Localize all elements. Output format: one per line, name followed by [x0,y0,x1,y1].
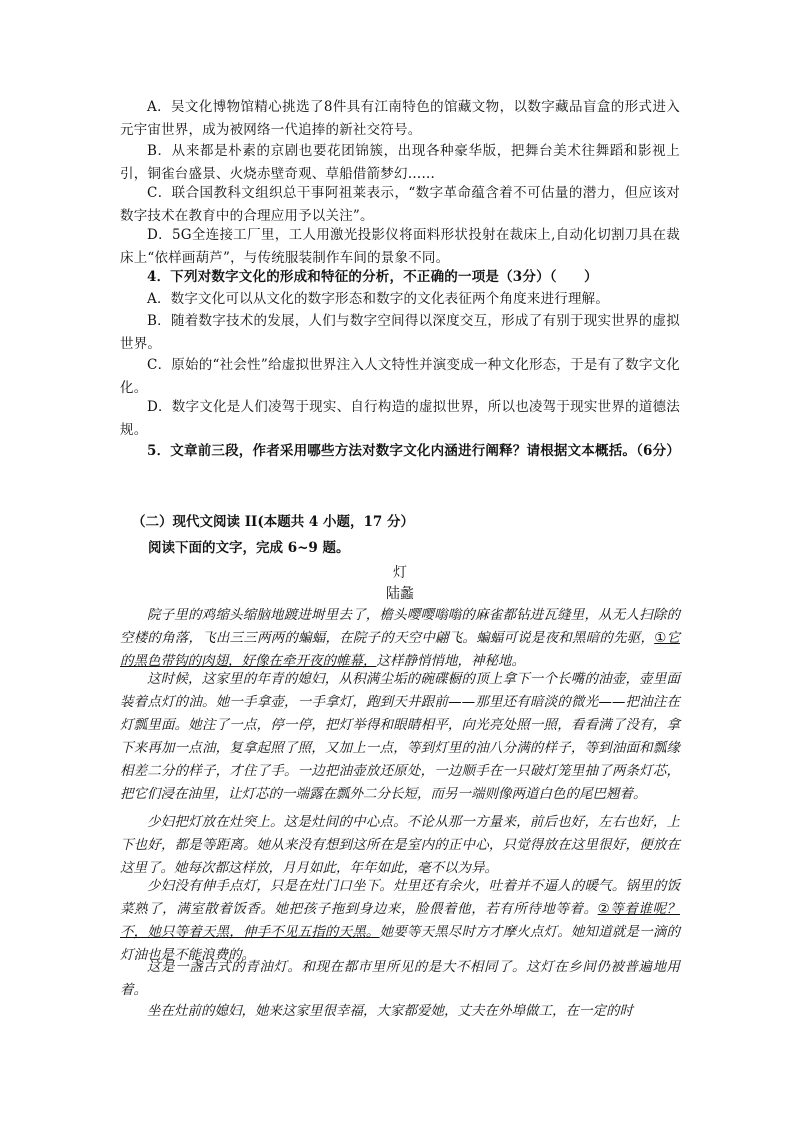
q3-option-a: A．吴文化博物馆精心挑选了8件具有江南特色的馆藏文物，以数字藏品盲盒的形式进入元宇宙世界，成为被网络一代追捧的新社交符号。 [120,99,680,138]
underlined-sentence-2: ②等着谁呢？不，她只等着天黑，伸手不见五指的天黑。 [120,901,681,940]
story-paragraph-2: 这时候，这家里的年青的媳妇，从积满尘垢的碗碟橱的顶上拿下一个长嘴的油壶，壶里面装着点灯的油。她一手拿壶，一手拿灯，跑到天井跟前——那里还有暗淡的微光——把油注在灯瓢里面。她注了一点，停一停，把灯举得和眼睛相平，向光亮处照一照，看看满了没有，拿下来再加一点油，复拿起照了照，又加上一点，等到灯里的油八分满的样子，等到油面和瓢缘相差二分的样子，才住了手。一边把油壶放还原处，一边顺手在一只破灯笼里抽了两条灯芯，把它们浸在油里，让灯芯的一端露在瓢外二分长短，而另一端则像两道白色的尾巴翘着。 [120,671,680,802]
q4-option-b: B．随着数字技术的发展，人们与数字空间得以深度交互，形成了有别于现实世界的虚拟世界。 [120,313,680,352]
q5-question: 5．文章前三段，作者采用哪些方法对数字文化内涵进行阐释？请根据文本概括。（6分） [147,443,681,459]
story-title: 灯 [393,565,407,581]
section-instruction: 阅读下面的文字，完成 6~9 题。 [148,540,350,556]
q3-option-d: D．5G全连接工厂里，工人用激光投影仪将面料形状投射在裁床上,自动化切割刀具在裁床上“依样画葫芦”，与传统服装制作车间的景象不同。 [120,227,680,266]
q4-stem: 4．下列对数字文化的形成和特征的分析，不正确的一项是（3分）（ ） [147,269,598,285]
q4-option-a: A．数字文化可以从文化的数字形态和数字的文化表征两个角度来进行理解。 [147,291,610,307]
story-paragraph-5: 这是一盏古式的青油灯。和现在都市里所见的是大不相同了。这灯在乡间仍被普遍地用着。 [120,959,680,998]
story-text: 少妇没有伸手点灯，只是在灶门口坐下。灶里还有余火，吐着并不逼人的暖气。锅里的饭菜熟了，满室散着饭香。她把孩子拖到身边来，脸偎着他，若有所待地等着。 [120,878,680,917]
section-heading: （二）现代文阅读 II(本题共 4 小题，17 分） [132,514,414,530]
story-text: 院子里的鸡缩头缩脑地踱进埘里去了，檐头嘤嘤嗡嗡的麻雀都钻进瓦缝里，从无人扫除的空楼的角落，飞出三三两两的蝙蝠，在院子的天空中翩飞。蝙蝠可说是夜和黑暗的先驱， [120,607,680,646]
q3-option-b: B．从来都是朴素的京剧也要花团锦簇，出现各种豪华版，把舞台美术往舞蹈和影视上引，铜雀台盛景、火烧赤壁奇观、草船借箭梦幻…… [120,143,680,182]
q3-option-c: C．联合国教科文组织总干事阿祖莱表示，“数字革命蕴含着不可估量的潜力，但应该对数字技术在教育中的合理应用予以关注”。 [120,185,680,224]
q4-option-d: D．数字文化是人们凌驾于现实、自行构造的虚拟世界，所以也凌驾于现实世界的道德法规。 [120,399,680,438]
story-paragraph-1 [120,604,680,673]
story-paragraph-6: 坐在灶前的媳妇，她来这家里很幸福，大家都爱她，丈夫在外埠做工，在一定的时 [147,1003,633,1019]
story-text: 她要等天黑尽时方才摩火点灯。她知道就是一滴的灯油也是不能浪费的。 [120,924,681,963]
story-paragraph-3: 少妇把灯放在灶突上。这是灶间的中心点。不论从那一方量来，前后也好，左右也好，上下也好，都是等距离。她从来没有想到这所在是室内的正中心，只觉得放在这里很好，便放在这里了。她每次都这样放，月月如此，年年如此，毫不以为异。 [120,814,680,876]
underlined-sentence-1: ①它的黑色带钩的肉翅，好像在牵开夜的帷幕， [120,630,681,669]
story-author: 陆蠡 [386,586,414,602]
story-text: 这样静悄悄地，神秘地。 [376,653,525,669]
story-paragraph-4 [120,875,680,967]
q4-option-c: C．原始的“社会性”给虚拟世界注入人文特性并演变成一种文化形态，于是有了数字文化化。 [120,357,680,396]
